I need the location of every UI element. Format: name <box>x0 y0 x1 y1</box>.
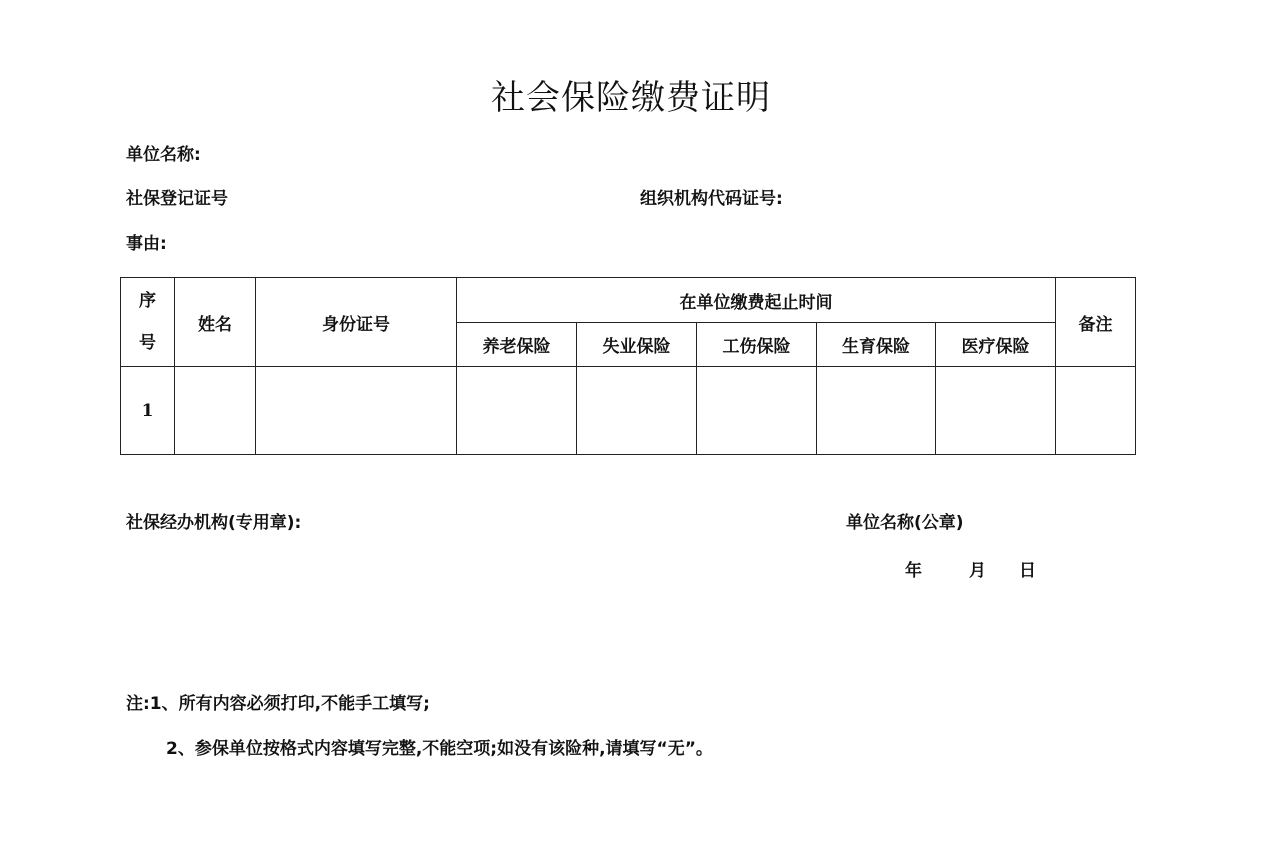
header-pension: 养老保险 <box>457 323 577 367</box>
cell-work-injury <box>697 367 817 455</box>
header-work-injury: 工伤保险 <box>697 323 817 367</box>
social-security-reg-label: 社保登记证号 <box>126 189 228 209</box>
date-day: 日 <box>1019 561 1036 581</box>
note-2: 2、参保单位按格式内容填写完整,不能空项;如没有该险种,请填写“无”。 <box>166 739 713 759</box>
date-year: 年 <box>905 561 922 581</box>
header-unemployment: 失业保险 <box>577 323 697 367</box>
cell-name <box>175 367 256 455</box>
header-remarks: 备注 <box>1056 278 1136 367</box>
cell-unemployment <box>577 367 697 455</box>
header-id-number: 身份证号 <box>256 278 457 367</box>
unit-name-label: 单位名称: <box>126 145 201 165</box>
unit-seal-label: 单位名称(公章) <box>846 513 964 533</box>
reason-label: 事由: <box>126 234 167 254</box>
table-row <box>121 367 1136 455</box>
cell-seq: 1 <box>121 367 175 455</box>
cell-remarks <box>1056 367 1136 455</box>
cell-id-number <box>256 367 457 455</box>
note-1: 注:1、所有内容必须打印,不能手工填写; <box>126 694 430 714</box>
table-header-row <box>121 278 1136 323</box>
date-month: 月 <box>969 561 986 581</box>
cell-medical <box>936 367 1056 455</box>
header-period-group: 在单位缴费起止时间 <box>457 278 1056 323</box>
header-seq-line1: 序 <box>139 291 156 311</box>
agency-seal-label: 社保经办机构(专用章): <box>126 513 302 533</box>
header-seq-line2: 号 <box>139 333 156 353</box>
header-medical: 医疗保险 <box>936 323 1056 367</box>
document-title: 社会保险缴费证明 <box>491 78 771 118</box>
cell-maternity <box>817 367 936 455</box>
org-code-cert-label: 组织机构代码证号: <box>640 189 783 209</box>
header-maternity: 生育保险 <box>817 323 936 367</box>
cell-pension <box>457 367 577 455</box>
date-line <box>905 560 1036 582</box>
header-seq <box>121 278 175 367</box>
header-name: 姓名 <box>175 278 256 367</box>
contribution-table <box>120 277 1136 455</box>
